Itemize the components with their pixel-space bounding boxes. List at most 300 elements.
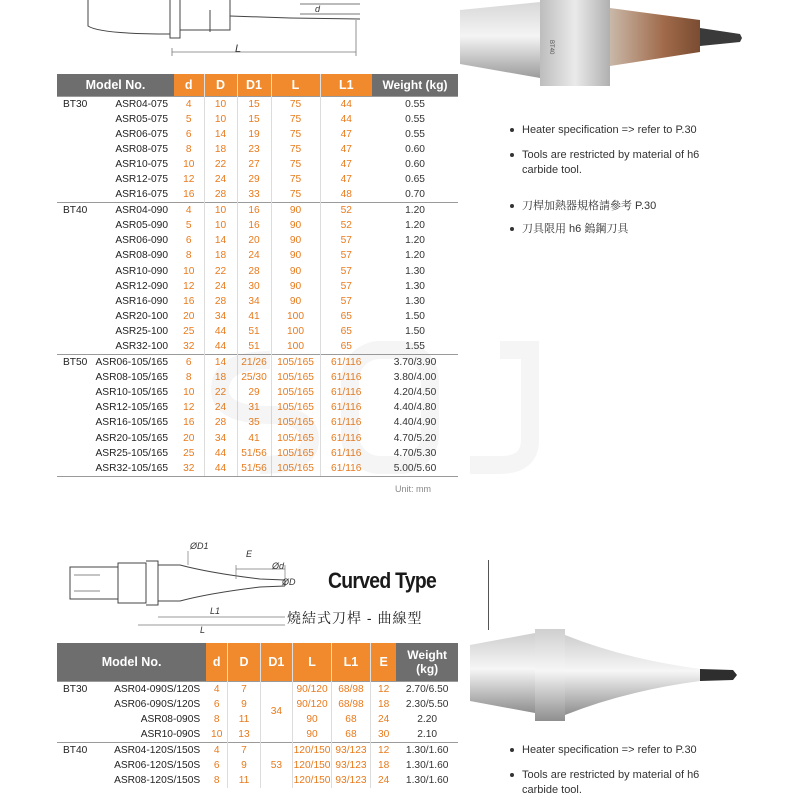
dim-cell: 7 — [228, 681, 260, 697]
weight-cell: 5.00/5.60 — [372, 461, 458, 477]
table-row — [57, 112, 458, 127]
dim-cell: 93/123 — [332, 758, 371, 773]
bullet-icon — [510, 748, 514, 752]
label-e: E — [246, 549, 253, 559]
weight-cell: 0.55 — [405, 113, 425, 125]
model-cell — [57, 218, 174, 233]
table-row — [57, 127, 458, 142]
svg-text:BT40: BT40 — [548, 40, 554, 55]
dim-cell: 24 — [204, 279, 237, 294]
dim-cell: 24 — [204, 400, 237, 415]
model-number: ASR20-105/165 — [95, 432, 168, 444]
header-big-d: D — [204, 74, 237, 96]
dim-cell: 61/116 — [320, 400, 372, 415]
section-subtitle: 燒結式刀桿 - 曲線型 — [287, 610, 423, 626]
dim-label-d: d — [315, 4, 321, 14]
model-number: ASR25-100 — [115, 325, 168, 337]
dim-cell: 51 — [237, 339, 271, 355]
model-number: ASR25-105/165 — [95, 447, 168, 459]
table-row — [57, 742, 458, 758]
dim-cell: 61/116 — [320, 461, 372, 477]
weight-cell: 4.40/4.90 — [393, 417, 437, 429]
model-cell — [57, 415, 174, 430]
model-number: ASR08-120S/150S — [114, 775, 201, 787]
dim-cell: 75 — [271, 96, 320, 112]
dim-cell: 105/165 — [271, 446, 320, 461]
model-number: ASR10-075 — [115, 158, 168, 170]
dim-cell: 65 — [320, 339, 372, 355]
dim-cell: 21/26 — [237, 355, 271, 371]
dim-cell: 12 — [183, 173, 195, 185]
dim-cell: 15 — [237, 96, 271, 112]
dim-cell: 16 — [237, 218, 271, 233]
dim-cell: 22 — [204, 264, 237, 279]
dim-cell: 47 — [320, 157, 372, 172]
dim-cell: 61/116 — [320, 415, 372, 430]
dim-cell: 28 — [237, 264, 271, 279]
model-cell — [57, 324, 174, 339]
dim-cell: 20 — [183, 432, 195, 444]
weight-cell: 2.30/5.50 — [405, 698, 449, 710]
dim-cell: 51/56 — [237, 461, 271, 477]
dim-cell: 22 — [204, 157, 237, 172]
model-number: ASR10-090S — [140, 728, 201, 740]
dim-cell: 9 — [228, 758, 260, 773]
model-cell — [57, 248, 174, 263]
header-e: E — [370, 643, 396, 681]
note-text-cont: carbide tool. — [522, 784, 582, 796]
dim-cell: 10 — [204, 112, 237, 127]
dim-cell: 11 — [228, 712, 260, 727]
model-number: ASR06-075 — [115, 128, 168, 140]
model-number: ASR05-090 — [115, 220, 168, 232]
dim-cell: 24 — [370, 773, 396, 788]
note-text: Heater specification => refer to P.30 — [522, 124, 697, 136]
dim-cell: 120/150 — [293, 758, 332, 773]
series-label: BT30 — [63, 683, 88, 695]
model-cell — [57, 742, 206, 758]
dim-cell: 105/165 — [271, 431, 320, 446]
dim-cell: 10 — [183, 387, 195, 399]
dim-cell: 27 — [237, 157, 271, 172]
dim-cell: 105/165 — [271, 461, 320, 477]
note-text: Heater specification => refer to P.30 — [522, 744, 697, 756]
model-cell — [57, 339, 174, 355]
dim-cell: 44 — [204, 339, 237, 355]
dim-cell: 41 — [237, 431, 271, 446]
table-row — [57, 218, 458, 233]
dim-cell: 13 — [228, 727, 260, 743]
dim-cell: 105/165 — [271, 400, 320, 415]
dim-cell: 90/120 — [293, 681, 332, 697]
series-label: BT50 — [63, 357, 88, 369]
dim-cell: 34 — [204, 431, 237, 446]
top-dimension-drawing — [60, 0, 390, 62]
model-cell — [57, 355, 174, 371]
table-row — [57, 157, 458, 172]
model-cell — [57, 172, 174, 187]
dim-cell: 51/56 — [237, 446, 271, 461]
model-cell — [57, 758, 206, 773]
dim-cell: 7 — [228, 742, 260, 758]
dim-cell: 14 — [204, 127, 237, 142]
dim-cell: 6 — [185, 128, 192, 140]
table-row — [57, 727, 458, 743]
dim-cell: 61/116 — [320, 370, 372, 385]
dim-cell: 16 — [183, 417, 195, 429]
dim-cell: 30 — [370, 727, 396, 743]
note-tool-restriction-bottom — [510, 768, 699, 798]
table-row — [57, 203, 458, 219]
model-cell — [57, 697, 206, 712]
table-row — [57, 96, 458, 112]
dim-cell: 8 — [213, 775, 220, 787]
series-label: BT40 — [63, 744, 88, 756]
dim-cell: 41 — [237, 309, 271, 324]
dim-cell: 10 — [183, 265, 195, 277]
dim-cell: 16 — [183, 295, 195, 307]
model-number: ASR10-090 — [115, 265, 168, 277]
dim-cell: 44 — [204, 324, 237, 339]
model-cell — [57, 127, 174, 142]
dim-cell: 12 — [183, 402, 195, 414]
dim-cell: 31 — [237, 400, 271, 415]
dim-cell: 33 — [237, 187, 271, 203]
dim-cell: 25 — [183, 447, 195, 459]
dim-cell: 19 — [237, 127, 271, 142]
weight-cell: 1.30 — [405, 265, 425, 277]
dim-cell: 18 — [204, 248, 237, 263]
note-text-cont: carbide tool. — [522, 164, 582, 176]
divider — [488, 560, 489, 630]
model-cell — [57, 385, 174, 400]
dim-cell: 10 — [204, 203, 237, 219]
model-number: ASR08-090S — [140, 713, 201, 725]
dim-cell: 25 — [183, 325, 195, 337]
header-l: L — [293, 643, 332, 681]
dim-cell: 75 — [271, 142, 320, 157]
dim-cell: 4 — [174, 203, 204, 219]
dim-cell: 65 — [320, 309, 372, 324]
dim-cell: 32 — [183, 341, 195, 352]
dim-cell: 18 — [370, 697, 396, 712]
weight-cell: 3.70/3.90 — [372, 355, 458, 371]
dim-cell: 12 — [370, 681, 396, 697]
heat-shrink-holder-photo — [450, 0, 750, 88]
model-cell — [57, 294, 174, 309]
dim-cell: 24 — [204, 172, 237, 187]
dim-cell: 23 — [237, 142, 271, 157]
dim-cell: 47 — [320, 127, 372, 142]
dim-cell: 61/116 — [320, 355, 372, 371]
dim-cell: 52 — [320, 203, 372, 219]
note-heater-spec-bottom — [510, 743, 697, 758]
model-number: ASR16-090 — [115, 295, 168, 307]
dim-cell: 15 — [237, 112, 271, 127]
header-d1: D1 — [237, 74, 271, 96]
curved-type-dimension-drawing — [60, 535, 320, 635]
label-d1: ØD1 — [190, 541, 209, 551]
bullet-icon — [510, 153, 514, 157]
dim-cell: 100 — [271, 339, 320, 355]
model-number: ASR20-100 — [115, 310, 168, 322]
dim-cell: 6 — [174, 355, 204, 371]
weight-cell: 4.40/4.80 — [393, 402, 437, 414]
model-cell — [57, 461, 174, 477]
header-d: d — [174, 74, 204, 96]
weight-cell: 1.30 — [405, 280, 425, 292]
dim-cell: 75 — [271, 187, 320, 203]
model-number: ASR16-075 — [115, 189, 168, 201]
model-number: ASR12-105/165 — [95, 402, 168, 414]
table-row — [57, 248, 458, 263]
dim-cell: 100 — [271, 324, 320, 339]
model-cell — [57, 431, 174, 446]
weight-cell: 4.70/5.20 — [393, 432, 437, 444]
table-row — [57, 294, 458, 309]
series-label: BT30 — [63, 98, 88, 110]
model-number: ASR10-105/165 — [95, 387, 168, 399]
model-number: ASR04-120S/150S — [114, 744, 201, 756]
model-number: ASR06-090S/120S — [114, 698, 201, 710]
dim-cell: 34 — [204, 309, 237, 324]
dim-cell: 34 — [237, 294, 271, 309]
dim-cell: 65 — [320, 324, 372, 339]
model-number: ASR05-075 — [115, 113, 168, 125]
dim-cell: 20 — [237, 233, 271, 248]
model-cell — [57, 400, 174, 415]
dim-cell: 100 — [271, 309, 320, 324]
label-l1: L1 — [210, 606, 221, 616]
dim-cell: 5 — [185, 220, 192, 232]
header-l1: L1 — [320, 74, 372, 96]
model-cell — [57, 309, 174, 324]
model-cell — [57, 203, 174, 219]
note-heater-spec — [510, 123, 697, 138]
dim-cell: 61/116 — [320, 385, 372, 400]
weight-cell: 0.55 — [372, 96, 458, 112]
model-number: ASR04-090 — [115, 205, 168, 217]
dim-cell: 90 — [271, 203, 320, 219]
model-cell — [57, 233, 174, 248]
model-number: ASR06-120S/150S — [114, 759, 201, 771]
dim-cell: 8 — [213, 713, 220, 725]
dim-cell: 93/123 — [332, 742, 371, 758]
weight-cell: 4.70/5.30 — [393, 447, 437, 459]
header-weight: Weight (kg) — [396, 643, 458, 681]
dim-cell: 35 — [237, 415, 271, 430]
dim-cell: 68 — [332, 712, 371, 727]
dim-label-l: L — [235, 43, 242, 55]
dim-cell: 28 — [204, 294, 237, 309]
note-tool-restriction — [510, 148, 699, 178]
dim-cell: 90 — [271, 233, 320, 248]
bullet-icon — [510, 773, 514, 777]
dim-cell: 51 — [237, 324, 271, 339]
model-cell — [57, 712, 206, 727]
dim-cell: 22 — [204, 385, 237, 400]
dim-cell: 68/98 — [332, 681, 371, 697]
note-heater-spec-zh — [510, 199, 656, 214]
dim-cell: 120/150 — [293, 773, 332, 788]
table-row — [57, 697, 458, 712]
table-row — [57, 712, 458, 727]
dim-cell: 105/165 — [271, 385, 320, 400]
dim-cell: 57 — [320, 279, 372, 294]
dim-cell: 105/165 — [271, 415, 320, 430]
model-number: ASR08-075 — [115, 143, 168, 155]
dim-cell: 44 — [320, 112, 372, 127]
dim-cell: 18 — [370, 758, 396, 773]
table-row — [57, 681, 458, 697]
dim-cell: 44 — [320, 96, 372, 112]
dim-cell: 105/165 — [271, 355, 320, 371]
weight-cell: 0.60 — [405, 143, 425, 155]
dim-cell: 4 — [174, 96, 204, 112]
dim-cell: 18 — [204, 370, 237, 385]
dim-cell: 14 — [204, 355, 237, 371]
bullet-icon — [510, 204, 514, 208]
model-cell — [57, 773, 206, 788]
weight-cell: 1.50 — [405, 310, 425, 322]
model-cell — [57, 264, 174, 279]
dim-cell: 16 — [237, 203, 271, 219]
dim-cell: 68/98 — [332, 697, 371, 712]
header-l1: L1 — [332, 643, 371, 681]
dim-cell: 90 — [271, 279, 320, 294]
note-text: Tools are restricted by material of h6 — [522, 149, 700, 161]
dim-cell: 24 — [237, 248, 271, 263]
table-row — [57, 773, 458, 788]
model-cell — [57, 279, 174, 294]
d1-merged-cell: 53 — [260, 742, 292, 788]
dim-cell: 44 — [204, 461, 237, 477]
weight-cell: 4.20/4.50 — [393, 387, 437, 399]
dim-cell: 90 — [293, 712, 332, 727]
weight-cell: 1.30/1.60 — [396, 742, 458, 758]
label-big-d: ØD — [282, 577, 296, 587]
dim-cell: 12 — [370, 742, 396, 758]
dim-cell: 20 — [183, 310, 195, 322]
weight-cell: 1.20 — [405, 235, 425, 247]
model-number: ASR32-100 — [115, 341, 168, 352]
header-weight: Weight (kg) — [372, 74, 458, 96]
label-small-d: Ød — [272, 561, 285, 571]
dim-cell: 24 — [370, 712, 396, 727]
header-d: d — [206, 643, 228, 681]
dim-cell: 10 — [183, 158, 195, 170]
model-number: ASR12-090 — [115, 280, 168, 292]
dim-cell: 29 — [237, 385, 271, 400]
dim-cell: 90 — [271, 248, 320, 263]
dim-cell: 6 — [185, 235, 192, 247]
model-number: ASR16-105/165 — [95, 417, 168, 429]
dim-cell: 12 — [183, 280, 195, 292]
unit-note: Unit: mm — [395, 484, 431, 494]
note-tool-restriction-zh — [510, 222, 628, 237]
weight-cell: 1.20 — [405, 250, 425, 262]
dim-cell: 57 — [320, 294, 372, 309]
dim-cell: 90/120 — [293, 697, 332, 712]
weight-cell: 0.55 — [405, 128, 425, 140]
watermark-logo — [200, 330, 580, 480]
weight-cell: 1.30 — [405, 295, 425, 307]
weight-cell: 1.55 — [405, 341, 425, 352]
model-cell — [57, 446, 174, 461]
dim-cell: 75 — [271, 127, 320, 142]
note-text: Tools are restricted by material of h6 — [522, 769, 700, 781]
dim-cell: 47 — [320, 142, 372, 157]
model-cell — [57, 681, 206, 697]
dim-cell: 14 — [204, 233, 237, 248]
dim-cell: 93/123 — [332, 773, 371, 788]
dim-cell: 28 — [204, 415, 237, 430]
header-l: L — [271, 74, 320, 96]
table-row — [57, 233, 458, 248]
dim-cell: 18 — [204, 142, 237, 157]
dim-cell: 10 — [211, 728, 223, 740]
dim-cell: 75 — [271, 112, 320, 127]
weight-cell: 0.65 — [405, 173, 425, 185]
dim-cell: 90 — [271, 264, 320, 279]
model-cell — [57, 370, 174, 385]
curved-type-spec-table — [57, 643, 458, 788]
curved-holder-photo — [465, 625, 755, 725]
model-number: ASR08-105/165 — [95, 372, 168, 384]
dim-cell: 10 — [204, 96, 237, 112]
table-header-row — [57, 643, 458, 681]
dim-cell: 47 — [320, 172, 372, 187]
dim-cell: 28 — [204, 187, 237, 203]
dim-cell: 90 — [271, 218, 320, 233]
section-title: Curved Type — [328, 568, 437, 593]
dim-cell: 52 — [320, 218, 372, 233]
model-number: ASR08-090 — [115, 250, 168, 262]
dim-cell: 6 — [213, 759, 220, 771]
dim-cell: 44 — [204, 446, 237, 461]
weight-cell: 1.30/1.60 — [405, 759, 449, 771]
dim-cell: 25/30 — [237, 370, 271, 385]
dim-cell: 57 — [320, 248, 372, 263]
dim-cell: 5 — [185, 113, 192, 125]
weight-cell: 0.60 — [405, 158, 425, 170]
model-number: ASR06-090 — [115, 235, 168, 247]
model-cell — [57, 727, 206, 743]
dim-cell: 68 — [332, 727, 371, 743]
header-big-d: D — [228, 643, 260, 681]
dim-cell: 30 — [237, 279, 271, 294]
table-header-row — [57, 74, 458, 96]
table-row — [57, 142, 458, 157]
table-row — [57, 279, 458, 294]
weight-cell: 1.20 — [405, 220, 425, 232]
model-cell — [57, 112, 174, 127]
model-cell — [57, 187, 174, 203]
dim-cell: 105/165 — [271, 370, 320, 385]
weight-cell: 1.50 — [405, 325, 425, 337]
dim-cell: 10 — [204, 218, 237, 233]
dim-cell: 120/150 — [293, 742, 332, 758]
weight-cell: 1.20 — [372, 203, 458, 219]
dim-cell: 29 — [237, 172, 271, 187]
label-l: L — [200, 625, 206, 635]
dim-cell: 9 — [228, 697, 260, 712]
dim-cell: 16 — [183, 189, 195, 201]
table-row — [57, 309, 458, 324]
dim-cell: 75 — [271, 157, 320, 172]
dim-cell: 8 — [185, 143, 192, 155]
model-number: ASR04-075 — [115, 98, 168, 110]
